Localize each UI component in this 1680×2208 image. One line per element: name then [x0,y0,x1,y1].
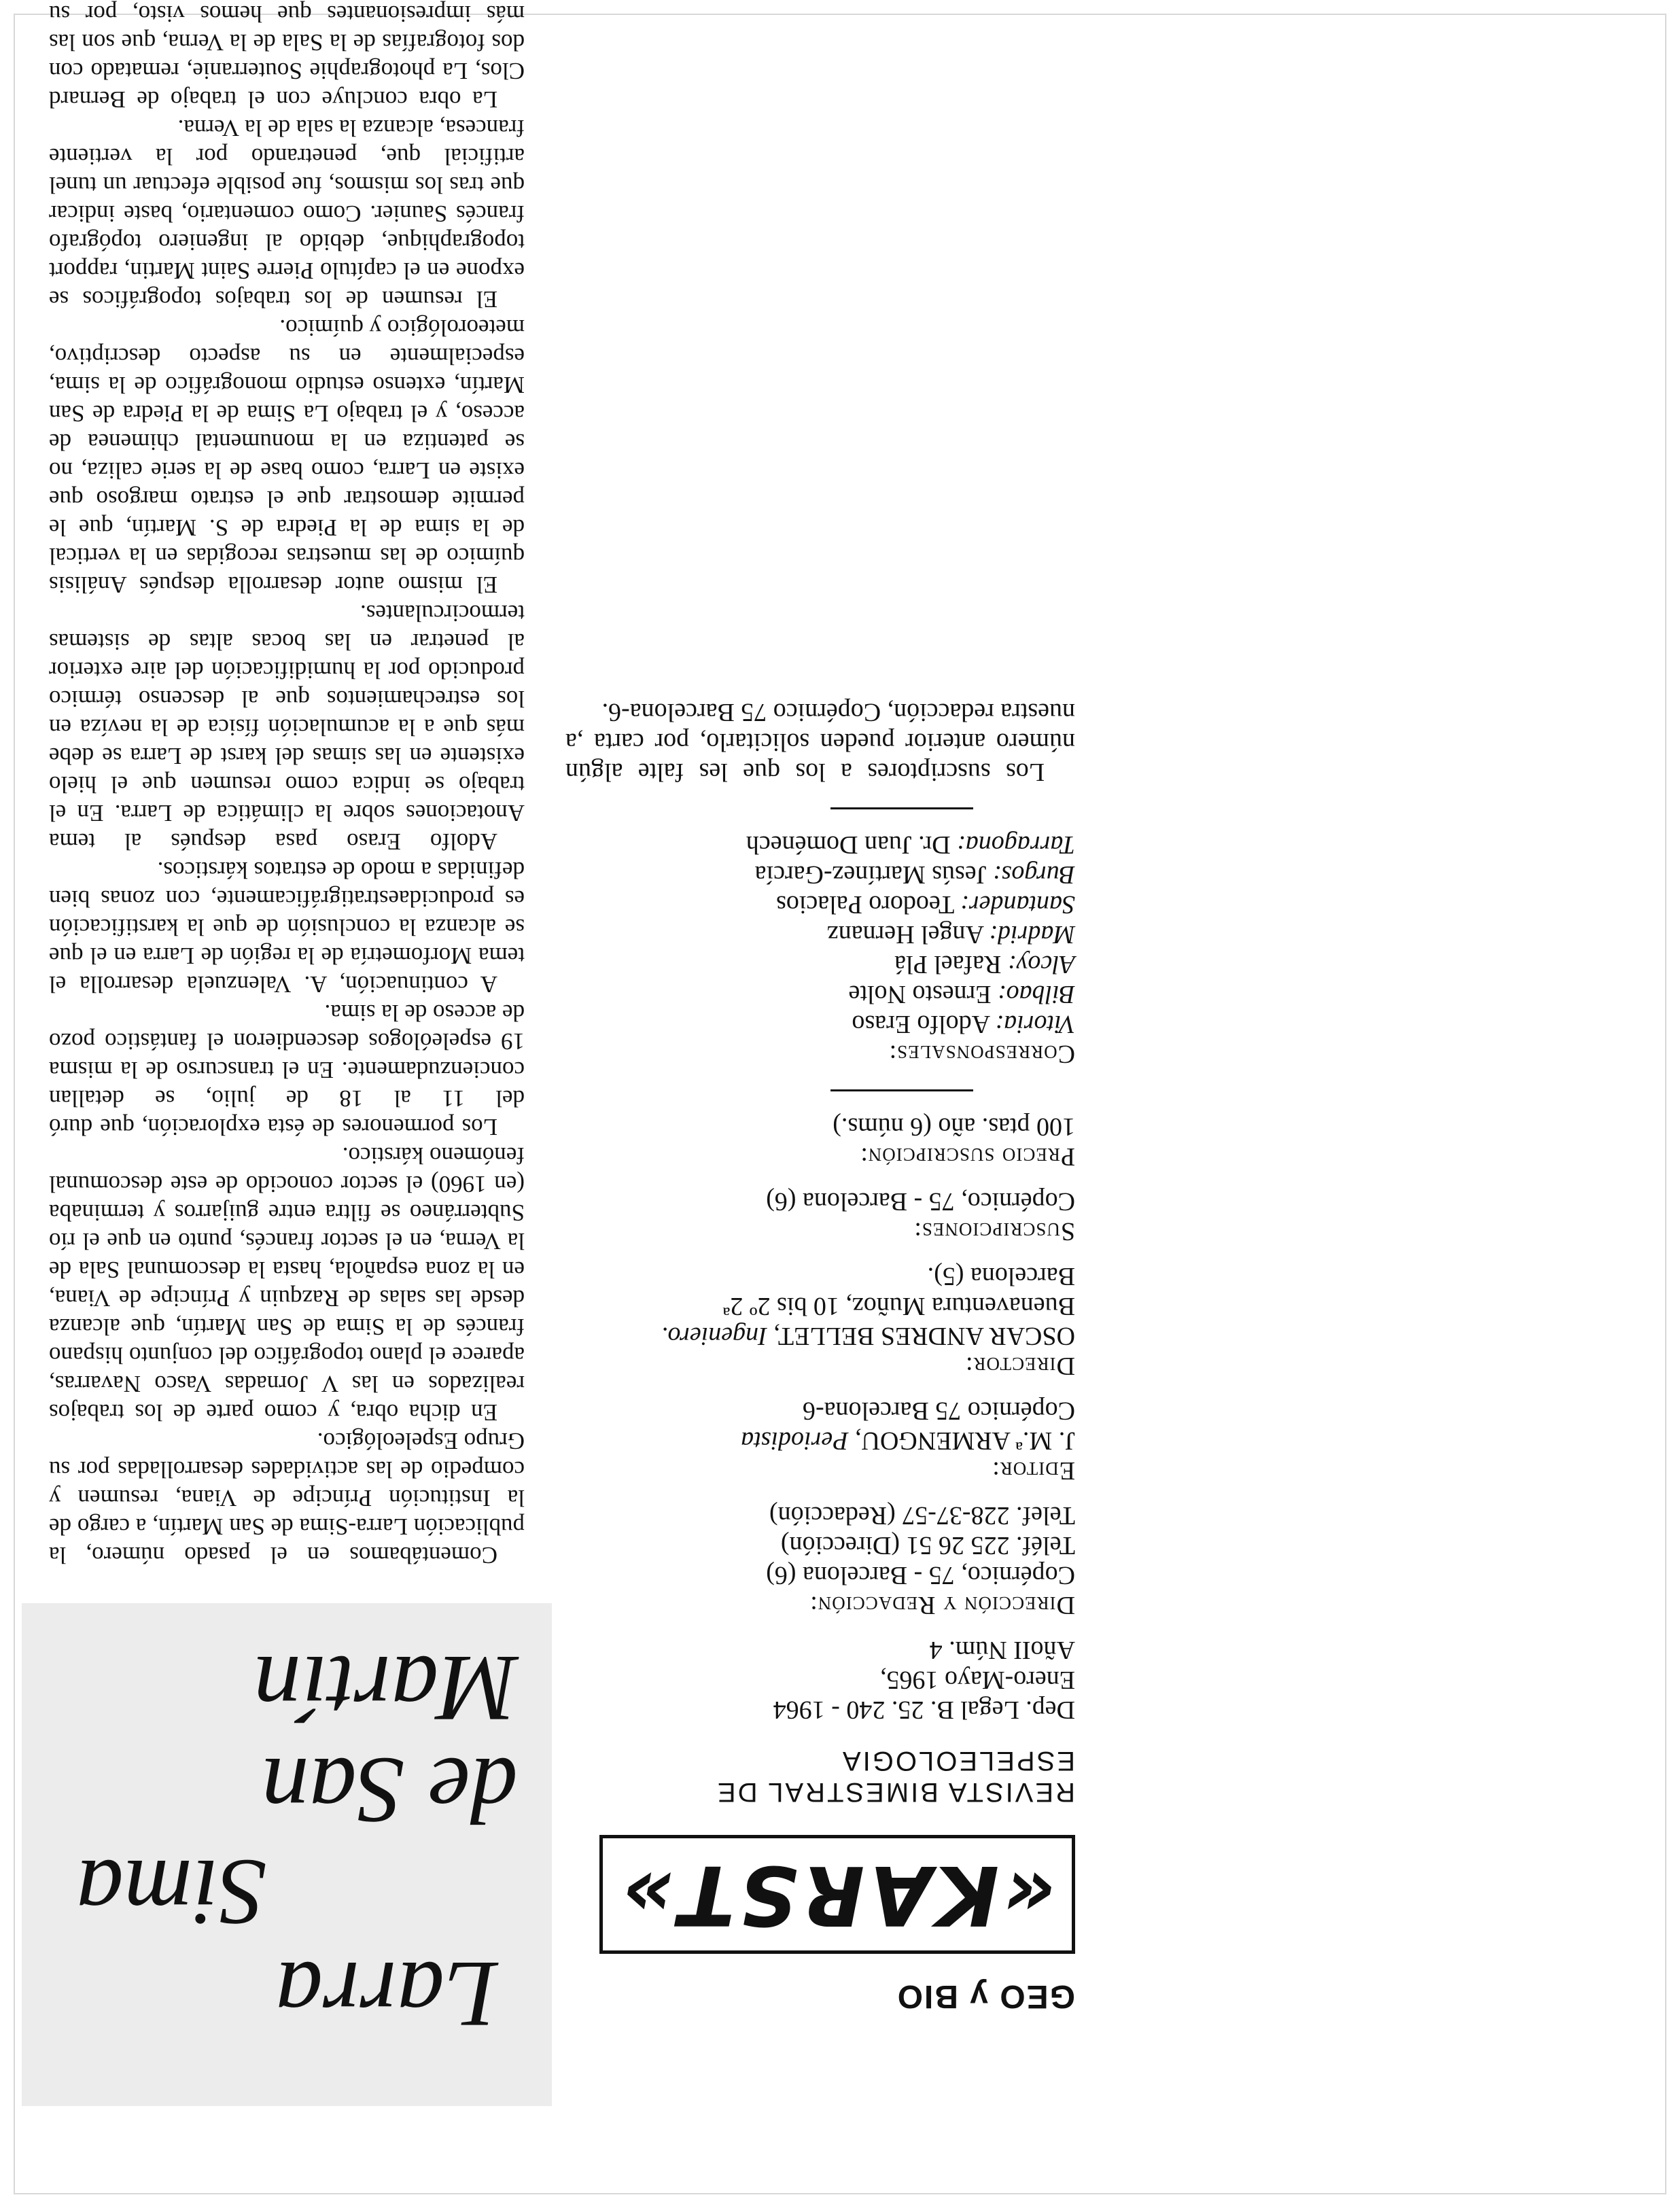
subscriber-notice: Los suscriptores a los que les falte algún número anterior pueden solicitarlo, por carta ,a nuestra redacción, Copérnico 75 Barcelona-6. [565,698,1075,786]
karst-logo-text: «KARST» [618,1847,1057,1942]
direccion-line3: Telef. 228-37-57 (Redacción) [769,1501,1075,1530]
article-paragraph: Adolfo Eraso pasa después al tema Anotaciones sobre la climática de Larra. En el trabajo se indica como resumen que el hielo existente en las simas del karst de Larra se debe más que a la acumulación física de la nevíza en los estrechamientos que al descenso térmico producido por la humidificación del aire exterior al penetrar en las bocas altas de sistemas termocirculantes. [49,600,525,855]
precio-label: Precio suscripción: [860,1142,1075,1171]
suscripciones-label: Suscripciones: [913,1217,1075,1246]
corresponsal-item [565,830,1075,860]
corresponsal-item [565,919,1075,949]
director-block [565,1261,1075,1381]
direccion-label: Dirección y Redacción: [809,1591,1075,1619]
corresponsal-item [565,860,1075,890]
precio-block [565,1112,1075,1172]
revista-title [565,1745,1075,1808]
corresponsal-city: Alcoy: [1007,950,1075,979]
issue-date: Enero-Mayo 1965, [879,1666,1075,1694]
director-role: Ingeniero. [661,1322,767,1350]
editor-name: J. M.ª ARMENGOU, [854,1426,1075,1455]
issue-info [565,1635,1075,1725]
editor-address: Copérnico 75 Barcelona-6 [803,1397,1075,1425]
suscripciones-address: Copérnico, 75 - Barcelona (6) [766,1187,1075,1216]
dep-legal: Dep. Legal B. 25. 240 - 1964 [773,1696,1075,1724]
article-title-line3: de San Martín [253,1636,518,1843]
divider-2 [830,807,973,809]
director-line1: Buenaventura Muñoz, 10 bis 2º 2ª [722,1292,1075,1320]
editor-name-line [565,1426,1075,1456]
corresponsal-city: Tarragona: [957,830,1075,859]
karst-logo [599,1835,1075,1954]
corresponsal-item [565,1009,1075,1039]
suscripciones-block [565,1187,1075,1246]
precio-value: 100 ptas. año (6 núms.) [833,1112,1075,1141]
corresponsal-city: Santander: [960,890,1075,919]
corresponsal-city: Madrid: [989,920,1075,949]
corresponsales-block [565,830,1075,1069]
director-line2: Barcelona (5). [927,1262,1075,1291]
director-name: OSCAR ANDRES BELLET, [773,1322,1075,1350]
divider-1 [830,1089,973,1091]
article-paragraph: En dicha obra, y como parte de los trabajos realizados en las V Jornadas Vasco Navarras, aparece el plano topográfico del conjunto hispano francés de la Sima de San Martín, que alcanza desde las salas de Razquin y Príncipe de Viana, en la zona española, hasta la descomunal Sala de la Verna, en el sector francés, punto en que el río Subterráneo se filtra entre guijarros y terminaba (en 1960) el sector conocido de este descomunal fenómeno kárstico. [49,1142,525,1426]
director-label: Director: [964,1352,1075,1380]
article-paragraph: A continuación, A. Valenzuela desarrolla el tema Morfometría de la región de Larra en el que se alcanza la conclusión de que la karstificación es producidaestratigráficamente, con zonas bien definidas a modo de estratos kársticos. [49,857,525,998]
direccion-line2: Teléf. 225 26 51 (Dirección) [780,1531,1075,1560]
corresponsal-item [565,890,1075,919]
corresponsal-city: Bilbao: [998,980,1075,1009]
article-paragraph: La obra concluye con el trabajo de Bernard Clos, La photographie Souterranie, rematado con dos fotografías de la Sala de la Verna, que son las más impresionantes que hemos visto, por su [49,1,525,113]
corresponsales-label: Corresponsales: [888,1040,1075,1068]
corresponsal-city: Burgos: [992,860,1075,889]
corresponsal-item [565,979,1075,1009]
article-paragraph: Los pormenores de ésta exploración, que duró del 11 al 18 de julio, se detallan concienzudamente. En el transcurso de la misma 19 espeleólogos descendieron el fantástico pozo de acceso de la sima. [49,1000,525,1140]
masthead-column [565,697,1075,2058]
geo-bio-heading: GEO y BIO [896,1978,1075,2014]
corresponsal-name: Angel Hernanz [826,920,984,949]
corresponsal-name: Teodoro Palacios [776,890,955,919]
article-paragraph: El resumen de los trabajos topográficos se expone en el capítulo Pierre Saint Martin, rapport topographique, debido al ingeniero topógrafo francés Saunier. Como comentario, baste indicar que tras los mismos, fue posible efectuar un tunel artificial que, penetrando por la vertiente francesa, alcanza la sala de la Verna. [49,115,525,313]
corresponsal-city: Vitoria: [995,1010,1075,1038]
corresponsal-name: Rafael Plá [894,950,1002,979]
corresponsal-item [565,949,1075,979]
revista-line2: ESPELEOLOGIA [840,1746,1075,1776]
article-title-line1: Larra [275,1942,497,2047]
direccion-block [565,1501,1075,1620]
editor-role: Periodista [741,1426,849,1455]
article-paragraph: Comentábamos en el pasado número, la publicación Larra-Sima de San Martín, a cargo de la Institución Príncipe de Viana, resumen y compedio de las actividades desarrolladas por su Grupo Espeleológico. [49,1428,525,1569]
issue-number: AñoII Núm. 4 [929,1636,1075,1664]
article-title-block [22,1603,552,2106]
corresponsal-name: Dr. Juan Doménech [746,830,951,859]
article-column [49,0,525,2106]
article-title-line2: Sima [76,1840,266,1945]
revista-line1: REVISTA BIMESTRAL DE [715,1777,1075,1807]
article-paragraph: El mismo autor desarrolla después Análisis químico de las muestras recogidas en la vertical de la sima de la Piedra de S. Martín, que le permite demostrar que el estrato margoso que existe en Larra, como base de la serie caliza, no se patentiza en la monumental chimenea de acceso, y el trabajo La Sima de la Piedra de San Martín, extenso estudio monográfico de la sima, especialmente en su aspecto descriptivo, meteorológico y químico. [49,315,525,598]
corresponsal-name: Jesús Martínez-García [754,860,987,889]
editor-block [565,1396,1075,1486]
editor-label: Editor: [992,1456,1075,1485]
direccion-line1: Copérnico, 75 - Barcelona (6) [766,1561,1075,1590]
corresponsal-name: Adolfo Eraso [852,1010,991,1038]
director-name-line [565,1321,1075,1351]
corresponsal-name: Ernesto Nolte [848,980,992,1009]
